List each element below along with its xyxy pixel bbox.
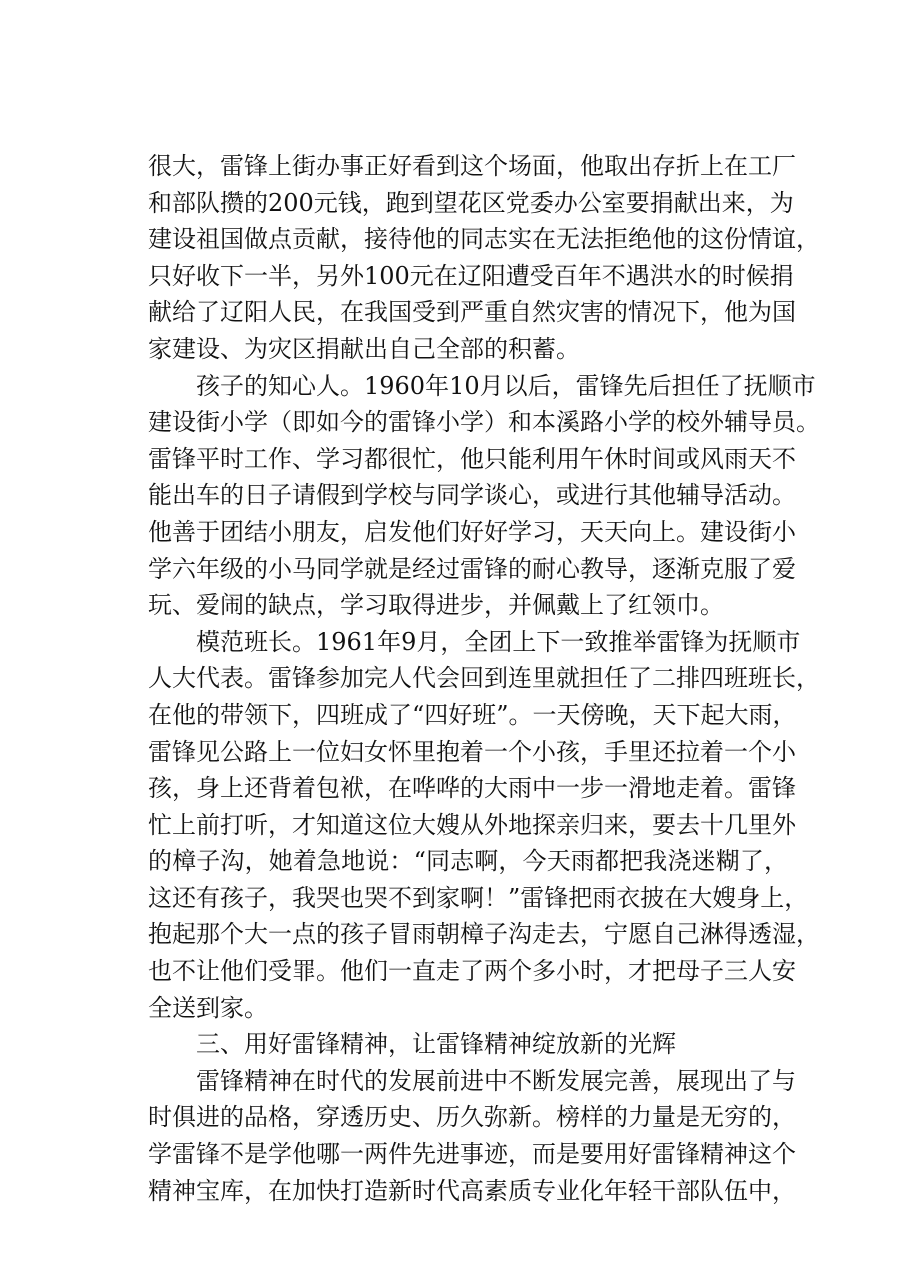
text-line: 能出车的日子请假到学校与同学谈心，或进行其他辅导活动。 <box>148 481 796 510</box>
text-line: 玩、爱闹的缺点，学习取得进步，并佩戴上了红领巾。 <box>148 591 724 620</box>
text-line: 模范班长。1961年9月，全团上下一致推举雷锋为抚顺市 <box>196 627 801 656</box>
paragraph <box>148 1063 796 1209</box>
text-line: 抱起那个大一点的孩子冒雨朝樟子沟走去，宁愿自己淋得透湿， <box>148 920 820 949</box>
paragraph <box>148 368 820 624</box>
text-line: 精神宝库，在加快打造新时代高素质专业化年轻干部队伍中， <box>148 1176 796 1205</box>
text-line: 雷锋见公路上一位妇女怀里抱着一个小孩，手里还拉着一个小 <box>148 737 796 766</box>
text-line: 孩，身上还背着包袱，在哗哗的大雨中一步一滑地走着。雷锋 <box>148 774 796 803</box>
text-line: 只好收下一半，另外100元在辽阳遭受百年不遇洪水的时候捐 <box>148 261 794 290</box>
text-line: 雷锋精神在时代的发展前进中不断发展完善，展现出了与 <box>196 1066 796 1095</box>
paragraph <box>148 148 820 368</box>
paragraph <box>148 1026 788 1063</box>
text-line: 学六年级的小马同学就是经过雷锋的耐心教导，逐渐克服了爱 <box>148 554 796 583</box>
text-line: 很大，雷锋上街办事正好看到这个场面，他取出存折上在工厂 <box>148 152 796 180</box>
text-line: 时俱进的品格，穿透历史、历久弥新。榜样的力量是无穷的， <box>148 1103 796 1132</box>
text-line: 忙上前打听，才知道这位大嫂从外地探亲归来，要去十几里外 <box>148 810 796 839</box>
text-line: 人大代表。雷锋参加完人代会回到连里就担任了二排四班班长， <box>148 664 820 693</box>
text-line: 他善于团结小朋友，启发他们好好学习，天天向上。建设街小 <box>148 517 796 546</box>
text-line: 的樟子沟，她着急地说：“同志啊，今天雨都把我浇迷糊了， <box>148 847 788 876</box>
text-line: 这还有孩子，我哭也哭不到家啊！”雷锋把雨衣披在大嫂身上， <box>148 883 809 912</box>
text-line: 雷锋平时工作、学习都很忙，他只能利用午休时间或风雨天不 <box>148 444 796 473</box>
paragraph <box>148 624 820 1027</box>
document-body <box>148 148 820 1209</box>
text-line: 在他的带领下，四班成了“四好班”。一天傍晚，天下起大雨， <box>148 700 797 729</box>
text-line: 全送到家。 <box>148 993 268 1022</box>
text-line: 建设祖国做点贡献，接待他的同志实在无法拒绝他的这份情谊， <box>148 225 820 254</box>
text-line: 献给了辽阳人民，在我国受到严重自然灾害的情况下，他为国 <box>148 298 796 327</box>
text-line: 孩子的知心人。1960年10月以后，雷锋先后担任了抚顺市 <box>196 371 816 400</box>
text-line: 也不让他们受罪。他们一直走了两个多小时，才把母子三人安 <box>148 957 796 986</box>
text-line: 学雷锋不是学他哪一两件先进事迹，而是要用好雷锋精神这个 <box>148 1140 796 1169</box>
text-line: 建设街小学（即如今的雷锋小学）和本溪路小学的校外辅导员。 <box>148 408 820 437</box>
text-line: 三、用好雷锋精神，让雷锋精神绽放新的光辉 <box>196 1030 676 1059</box>
text-line: 和部队攒的200元钱，跑到望花区党委办公室要捐献出来，为 <box>148 188 794 217</box>
text-line: 家建设、为灾区捐献出自己全部的积蓄。 <box>148 334 580 363</box>
